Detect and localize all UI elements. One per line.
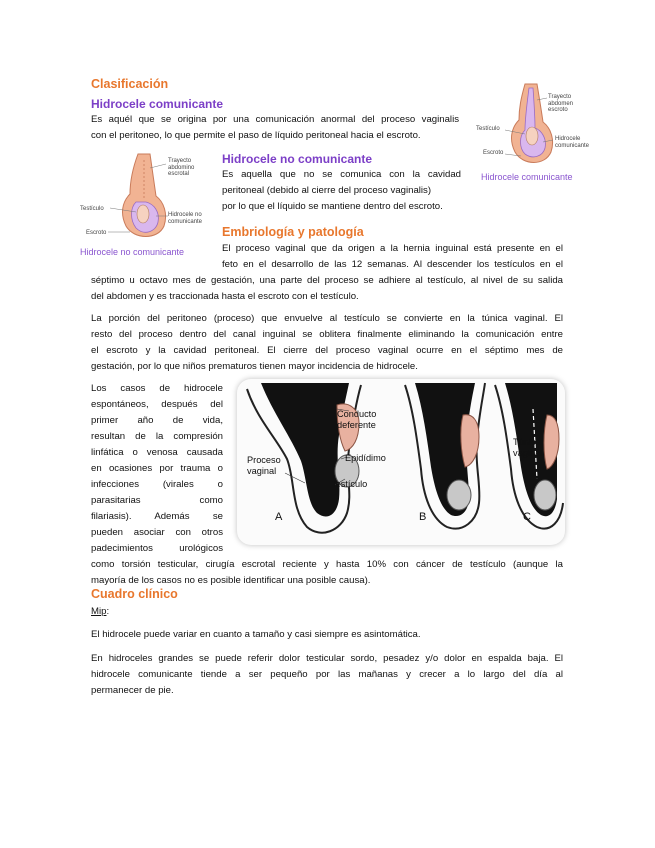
subsection-title-comunicante: Hidrocele comunicante bbox=[91, 97, 224, 111]
para3-line-9: filariasis). Además se bbox=[91, 511, 223, 522]
figure-hidrocele-no-comunicante bbox=[80, 150, 215, 262]
para3-line-4: resultan de la compresión bbox=[91, 431, 223, 442]
mip-colon: : bbox=[106, 606, 110, 617]
label-tunica-vaginal: Túnica vaginal bbox=[513, 437, 543, 458]
cuadro-para2-line-1: En hidroceles grandes se puede referir dolor testicular sordo, pesadez y/o dolor en espalda baja. El bbox=[91, 653, 563, 664]
label-testiculo-abc: Testículo bbox=[331, 479, 368, 489]
label-proceso-vaginal: Proceso vaginal bbox=[247, 455, 281, 476]
para3-line-13: mayoría de los casos no es posible identificar una posible causa). bbox=[91, 575, 371, 586]
no-comunicante-line-1: Es aquella que no se comunica con la cavidad bbox=[222, 169, 461, 180]
para3-line-2: espontáneos, después del bbox=[91, 399, 223, 410]
figure-proceso-vaginal bbox=[237, 379, 565, 545]
subsection-title-no-comunicante: Hidrocele no comunicante bbox=[222, 152, 373, 166]
para3-line-1: Los casos de hidrocele bbox=[91, 383, 223, 394]
para3-line-3: primer año de vida, bbox=[91, 415, 223, 426]
para3-line-10: pueden asociar con otros bbox=[91, 527, 223, 538]
mip-text: Mip bbox=[91, 606, 107, 617]
cuadro-para2-line-3: permanecer de pie. bbox=[91, 685, 174, 696]
section-title-clasificacion: Clasificación bbox=[91, 77, 169, 91]
label-conducto-deferente: Conducto deferente bbox=[337, 409, 377, 430]
label-hidrocele-right: Hidrocele comunicante bbox=[555, 136, 590, 149]
para2-line-3: el escroto y la cavidad peritoneal. El cierre del proceso vaginal ocurre en el séptimo mes de bbox=[91, 345, 563, 356]
para3-line-6: en ocasiones por trauma o bbox=[91, 463, 223, 474]
section-title-embriologia: Embriología y patología bbox=[222, 225, 364, 239]
para2-line-2: resto del proceso dentro del canal inguinal se oblitera finalmente eliminando la comunicación entre bbox=[91, 329, 563, 340]
letter-b: B bbox=[419, 511, 427, 523]
para2-line-1: La porción del peritoneo (proceso) que envuelve al testículo se convierte en la túnica vaginal. El bbox=[91, 313, 563, 324]
label-hidrocele-left: Hidrocele no comunicante bbox=[168, 212, 203, 225]
para3-line-7: infecciones (virales o bbox=[91, 479, 223, 490]
section-title-cuadro-clinico: Cuadro clínico bbox=[91, 587, 178, 601]
para2-line-4: gestación, por lo que niños prematuros tienen mayor incidencia de hidrocele. bbox=[91, 361, 418, 372]
cuadro-para2-line-2: hidrocele comunicante tiende a ser pequeño por las mañanas y crecer a lo largo del día al bbox=[91, 669, 563, 680]
label-testiculo-right: Testículo bbox=[476, 126, 500, 132]
label-escroto-right: Escroto bbox=[483, 150, 504, 156]
para3-line-11: padecimientos urológicos bbox=[91, 543, 223, 554]
comunicante-line-1: Es aquél que se origina por una comunicación anormal del proceso vaginalis bbox=[91, 114, 459, 125]
embriologia-line-1: El proceso vaginal que da origen a la hernia inguinal está presente en el bbox=[222, 243, 563, 254]
para3-line-5: linfática o venosa causada bbox=[91, 447, 223, 458]
no-comunicante-line-2: peritoneal (debido al cierre del proceso vaginalis) bbox=[222, 185, 432, 196]
letter-a: A bbox=[275, 511, 283, 523]
embriologia-line-2: feto en el desarrollo de las 12 semanas. Al descender los testículos en el bbox=[222, 259, 563, 270]
label-testiculo-left: Testículo bbox=[80, 206, 104, 212]
para3-line-12: como torsión testicular, cirugía escrotal reciente y hasta 10% con cáncer de testículo (aunque la bbox=[91, 559, 563, 570]
label-escroto-left: Escroto bbox=[86, 230, 107, 236]
comunicante-line-2: con el peritoneo, lo que permite el paso de líquido peritoneal hacia el escroto. bbox=[91, 130, 421, 141]
cuadro-para1: El hidrocele puede variar en cuanto a tamaño y casi siempre es asintomática. bbox=[91, 629, 421, 640]
para3-line-8: parasitarias como bbox=[91, 495, 223, 506]
embriologia-line-3: séptimo u octavo mes de gestación, una parte del proceso se adhiere al testículo, al nivel de su salida bbox=[91, 275, 563, 286]
caption-left: Hidrocele no comunicante bbox=[80, 247, 185, 257]
label-epididimo: Epidídimo bbox=[345, 453, 386, 463]
caption-right: Hidrocele comunicante bbox=[481, 172, 573, 182]
embriologia-line-4: del abdomen y es traccionada hasta el escroto con el testículo. bbox=[91, 291, 359, 302]
letter-c: C bbox=[523, 511, 531, 523]
mip-label bbox=[91, 604, 109, 621]
figure-hidrocele-comunicante bbox=[475, 78, 595, 188]
label-trayecto-right: Trayecto abdomen escroto bbox=[548, 94, 574, 113]
no-comunicante-line-3: por lo que el líquido se mantiene dentro del escroto. bbox=[222, 201, 443, 212]
label-trayecto-left: Trayecto abdomino escrotal bbox=[168, 158, 195, 177]
